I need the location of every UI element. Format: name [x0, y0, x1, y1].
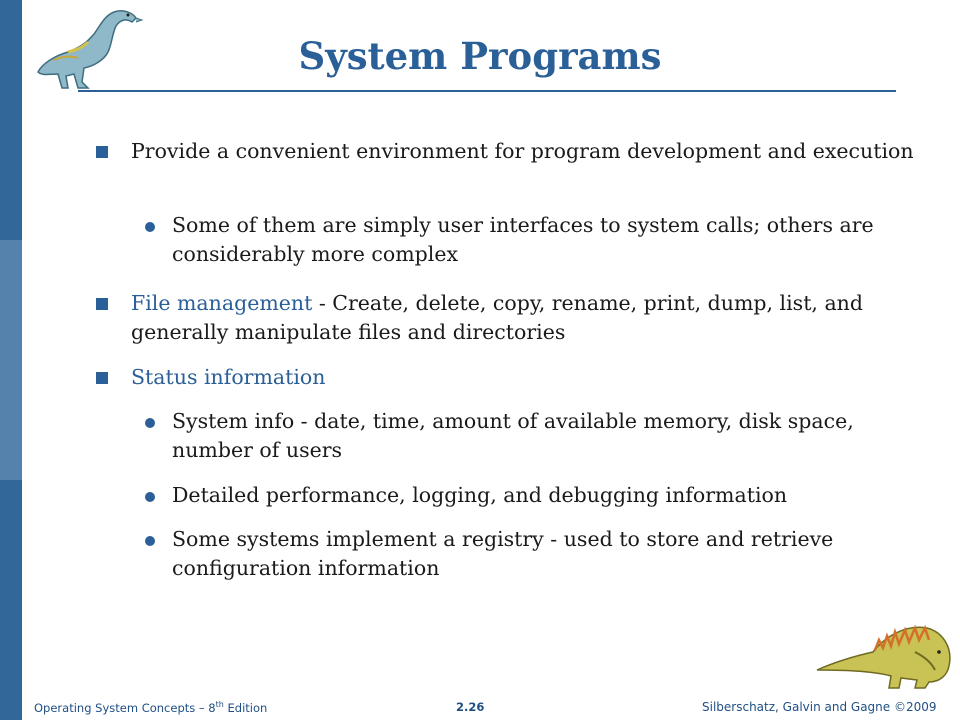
highlight-status-information: Status information: [131, 365, 326, 389]
subbullet-registry: Some systems implement a registry - used to store and retrieve configuration information: [172, 527, 834, 580]
bullet-status-information: [131, 363, 921, 392]
slide-title: System Programs: [298, 34, 662, 78]
subbullet-detailed-performance: Detailed performance, logging, and debugging information: [172, 483, 788, 507]
square-bullet-icon: [96, 372, 108, 384]
square-bullet-icon: [96, 146, 108, 158]
title-underline: [78, 90, 896, 92]
sidebar-segment-middle: [0, 240, 22, 480]
footer-book-title: [34, 700, 267, 715]
round-bullet-icon: [145, 418, 155, 428]
highlight-file-management: File management: [131, 291, 313, 315]
footer-book-prefix: Operating System Concepts – 8: [34, 700, 216, 715]
subbullet-user-interfaces: Some of them are simply user interfaces to system calls; others are considerably more complex: [172, 213, 874, 266]
bullet-provide-environment: Provide a convenient environment for program development and execution: [131, 139, 914, 163]
dinosaur-bottom-icon: [815, 612, 960, 690]
round-bullet-icon: [145, 492, 155, 502]
footer-book-superscript: th: [215, 700, 224, 709]
round-bullet-icon: [145, 536, 155, 546]
footer-book-suffix: Edition: [223, 700, 268, 715]
subbullet-system-info: System info - date, time, amount of available memory, disk space, number of users: [172, 409, 854, 462]
square-bullet-icon: [96, 298, 108, 310]
bullet-file-management: [131, 289, 921, 347]
round-bullet-icon: [145, 222, 155, 232]
sidebar-segment-bottom: [0, 480, 22, 720]
footer-page-number: 2.26: [456, 700, 485, 714]
left-sidebar-bar: [0, 0, 22, 720]
footer-copyright: Silberschatz, Galvin and Gagne ©2009: [702, 700, 937, 714]
file-management-description: - Create, delete, copy, rename, print, dump, list, and generally manipulate files and directories: [131, 291, 864, 344]
